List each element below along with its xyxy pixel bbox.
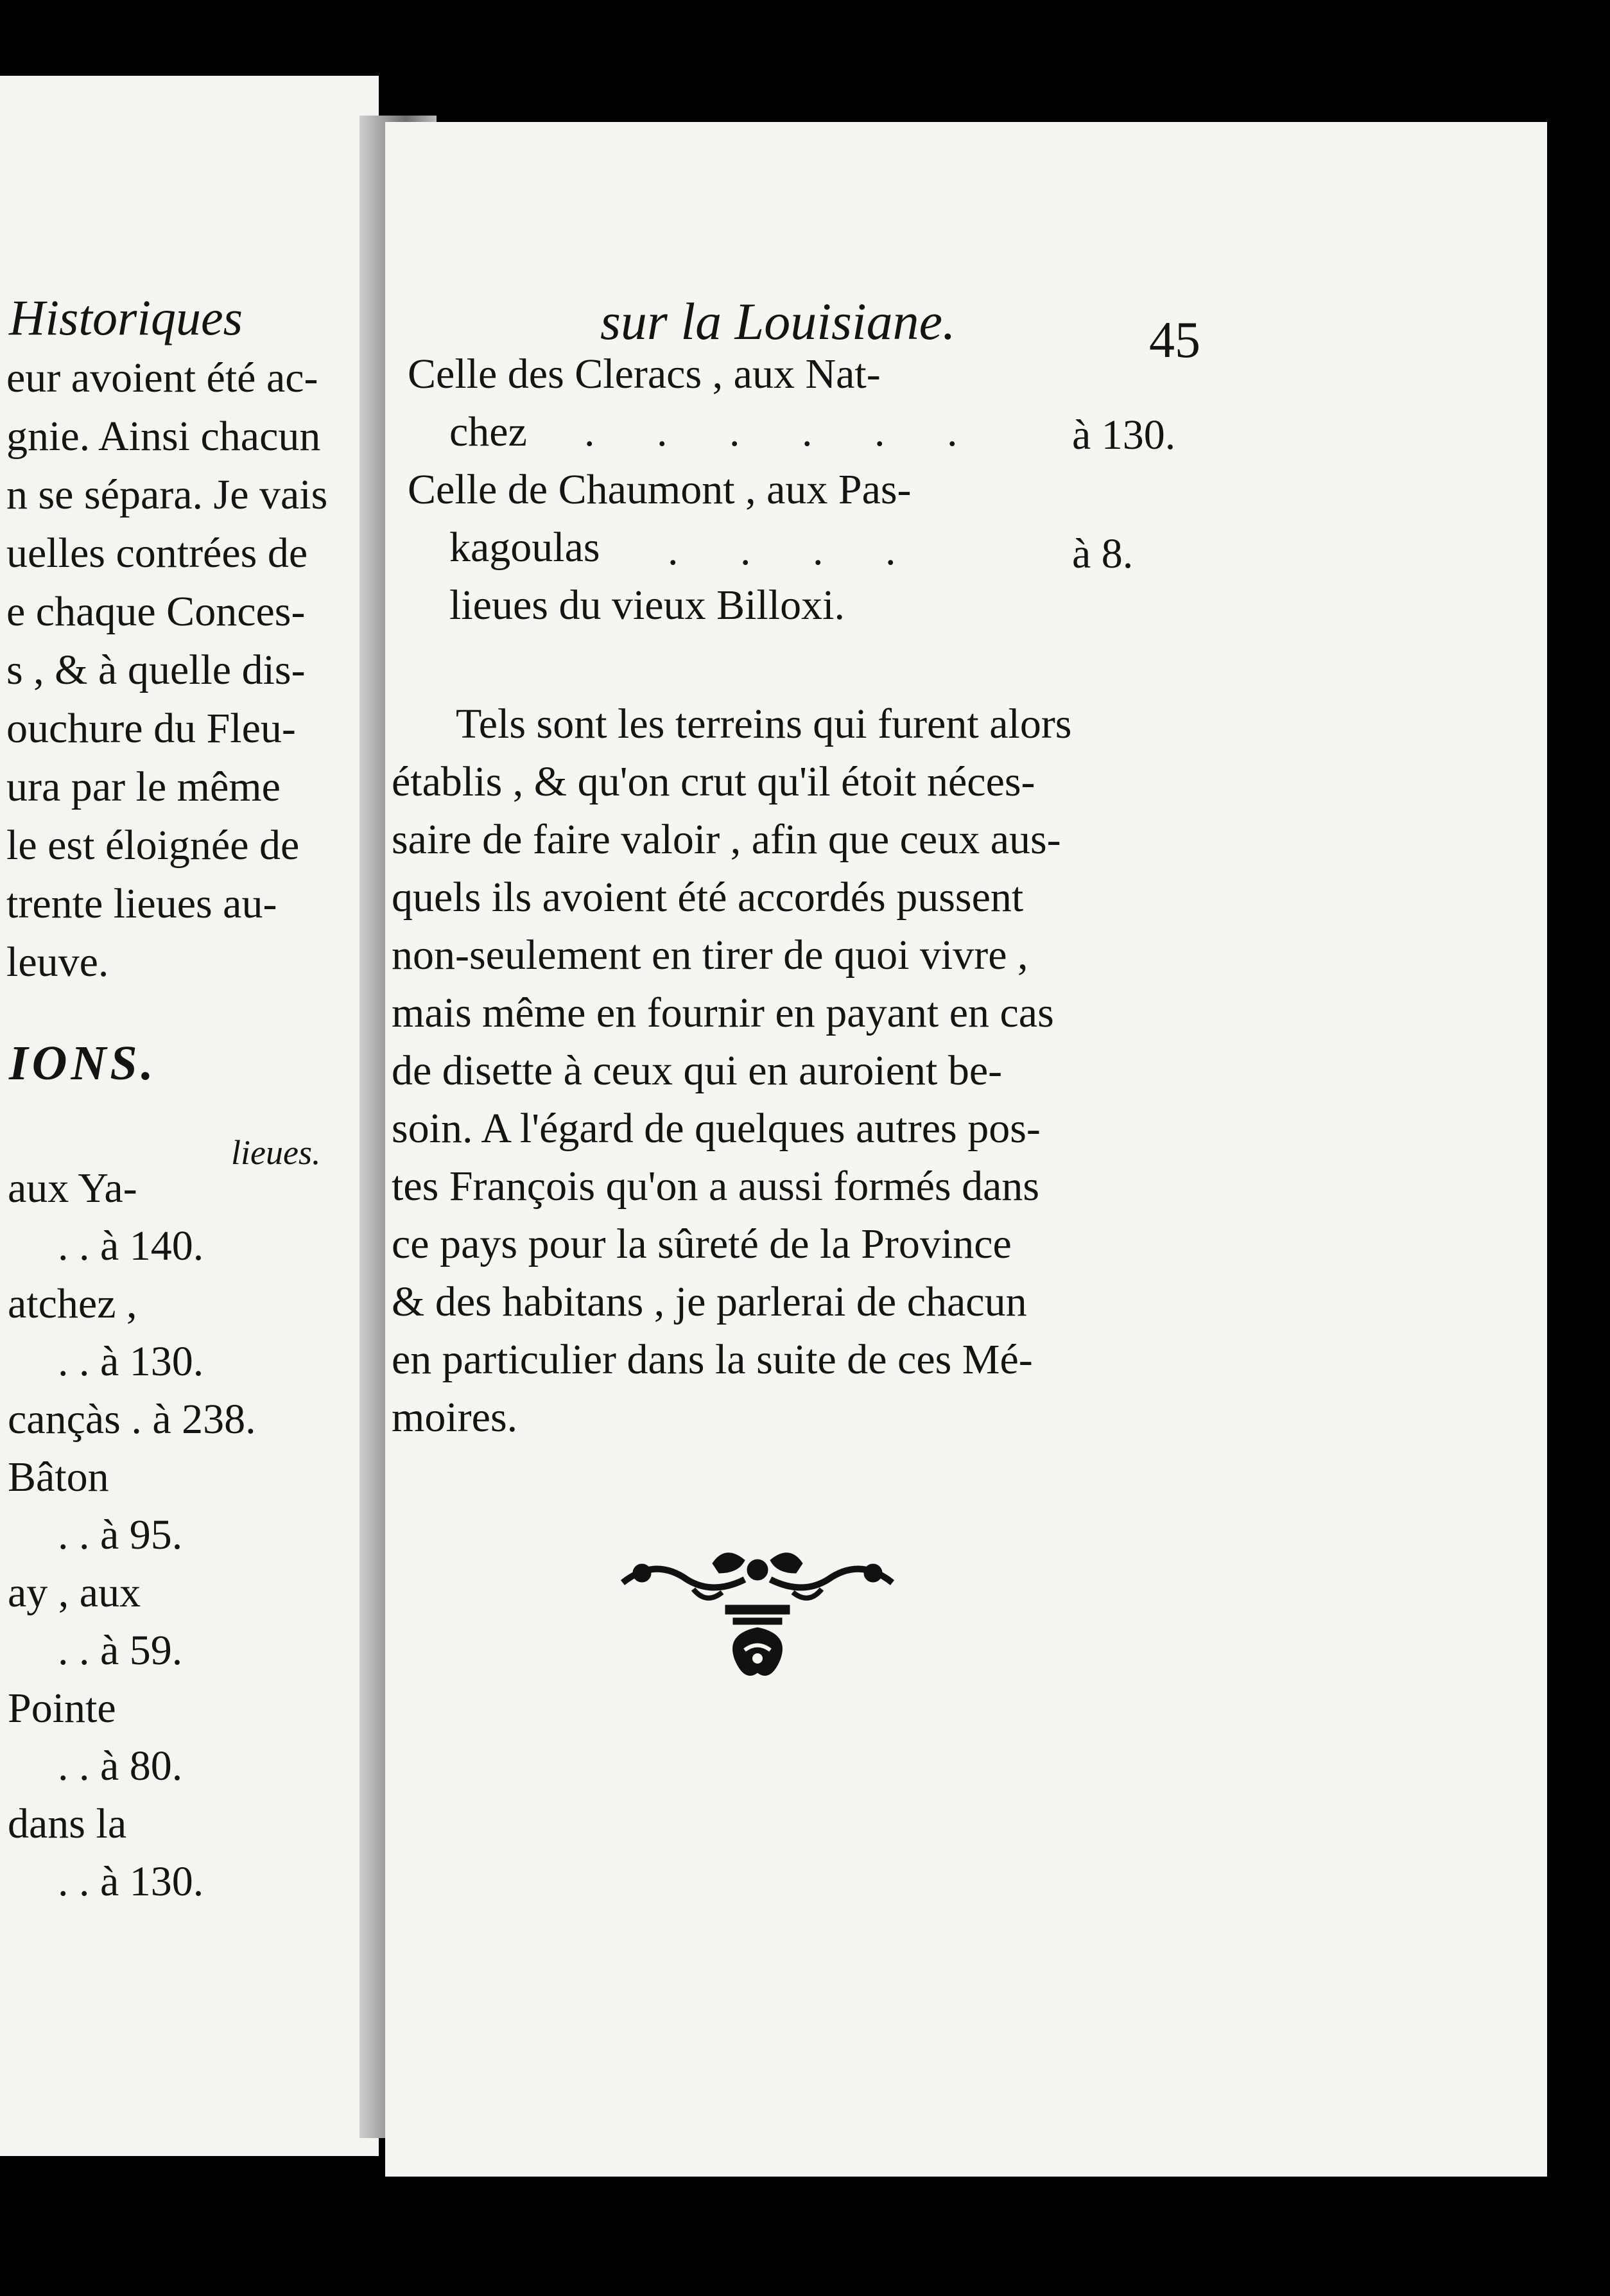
entry-line: kagoulas: [449, 524, 600, 571]
left-text-line: n se sépara. Je vais: [6, 471, 328, 518]
paragraph-line: en particulier dans la suite de ces Mé-: [392, 1336, 1033, 1383]
left-table-line: ay , aux: [8, 1569, 141, 1616]
left-text-line: ouchure du Fleu-: [6, 705, 296, 752]
entry-leader-dots: . . . . . .: [584, 408, 983, 455]
paragraph-line: ce pays pour la sûreté de la Province: [392, 1221, 1012, 1267]
left-text-line: trente lieues au-: [6, 880, 277, 927]
left-table-line: aux Ya-: [8, 1165, 137, 1212]
paragraph-line: & des habitans , je parlerai de chacun: [392, 1278, 1027, 1325]
left-text-line: e chaque Conces-: [6, 588, 306, 635]
right-running-head: sur la Louisiane.: [600, 292, 956, 351]
right-page: [385, 122, 1547, 2177]
paragraph-line: tes François qu'on a aussi formés dans: [392, 1163, 1040, 1210]
left-text-line: ura par le même: [6, 763, 281, 810]
entry-line: Celle des Cleracs , aux Nat-: [408, 351, 881, 397]
left-table-line: cançàs . à 238.: [8, 1396, 256, 1443]
paragraph-line: Tels sont les terreins qui furent alors: [456, 700, 1072, 747]
paragraph-line: moires.: [392, 1394, 518, 1441]
paragraph-line: établis , & qu'on crut qu'il étoit néces-: [392, 758, 1035, 805]
left-table-line: atchez ,: [8, 1280, 137, 1327]
left-text-line: le est éloignée de: [6, 822, 300, 869]
tailpiece-ornament-icon: [616, 1544, 899, 1692]
page-number: 45: [1149, 312, 1200, 369]
left-table-line: . . à 59.: [58, 1627, 183, 1674]
entry-tail: lieues du vieux Billoxi.: [449, 582, 845, 629]
left-table-line: dans la: [8, 1800, 127, 1847]
paragraph-line: saire de faire valoir , afin que ceux aus-: [392, 816, 1061, 863]
left-text-line: eur avoient été ac-: [6, 354, 318, 401]
entry-leader-dots: . . . .: [668, 527, 922, 574]
left-text-line: leuve.: [6, 939, 109, 986]
paragraph-line: de disette à ceux qui en auroient be-: [392, 1047, 1003, 1094]
left-table-line: . . à 130.: [58, 1858, 204, 1905]
left-section-title: IONS.: [9, 1036, 157, 1090]
left-text-line: gnie. Ainsi chacun: [6, 413, 321, 460]
left-text-line: s , & à quelle dis-: [6, 647, 306, 693]
paragraph-line: quels ils avoient été accordés pussent: [392, 874, 1024, 921]
entry-line: chez: [449, 408, 527, 455]
left-table-line: Bâton: [8, 1454, 109, 1500]
paragraph-line: mais même en fournir en payant en cas: [392, 989, 1054, 1036]
left-unit-label: lieues.: [231, 1133, 321, 1172]
left-page: [0, 76, 379, 2156]
left-table-line: . . à 80.: [58, 1743, 183, 1789]
left-table-line: . . à 130.: [58, 1338, 204, 1385]
entry-line: Celle de Chaumont , aux Pas-: [408, 466, 912, 513]
entry-distance: à 8.: [1072, 530, 1134, 577]
paragraph-line: non-seulement en tirer de quoi vivre ,: [392, 932, 1028, 978]
left-running-head: Historiques: [9, 290, 243, 345]
left-table-line: Pointe: [8, 1685, 116, 1732]
left-text-line: uelles contrées de: [6, 530, 308, 577]
entry-distance: à 130.: [1072, 412, 1176, 458]
left-table-line: . . à 140.: [58, 1222, 204, 1269]
paragraph-line: soin. A l'égard de quelques autres pos-: [392, 1105, 1041, 1152]
left-table-line: . . à 95.: [58, 1511, 183, 1558]
